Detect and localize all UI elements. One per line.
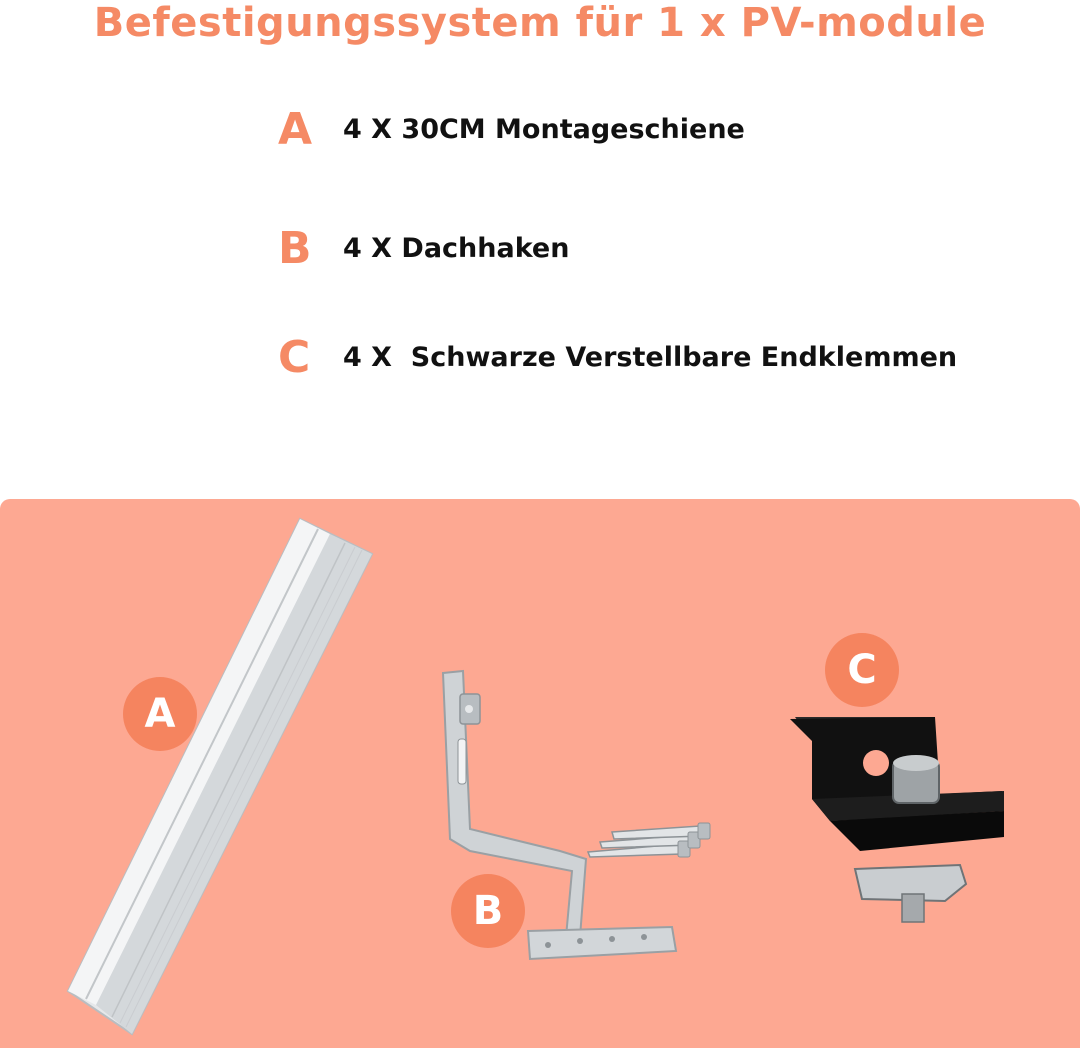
item-letter-b: B	[278, 223, 312, 274]
badge-a: A	[123, 677, 197, 751]
item-letter-c: C	[278, 332, 311, 383]
badge-b: B	[451, 874, 525, 948]
mounting-rail-image	[68, 519, 372, 1034]
page-title: Befestigungssystem für 1 x PV-module	[93, 0, 987, 46]
item-text-c: 4 X Schwarze Verstellbare Endklemmen	[343, 342, 958, 373]
item-letter-a: A	[278, 104, 313, 155]
product-illustration	[0, 499, 1080, 1048]
item-text-a: 4 X 30CM Montageschiene	[343, 114, 745, 145]
item-text-b: 4 X Dachhaken	[343, 233, 570, 264]
badge-c: C	[825, 633, 899, 707]
end-clamp-image	[790, 717, 1004, 922]
product-panel	[0, 499, 1080, 1048]
